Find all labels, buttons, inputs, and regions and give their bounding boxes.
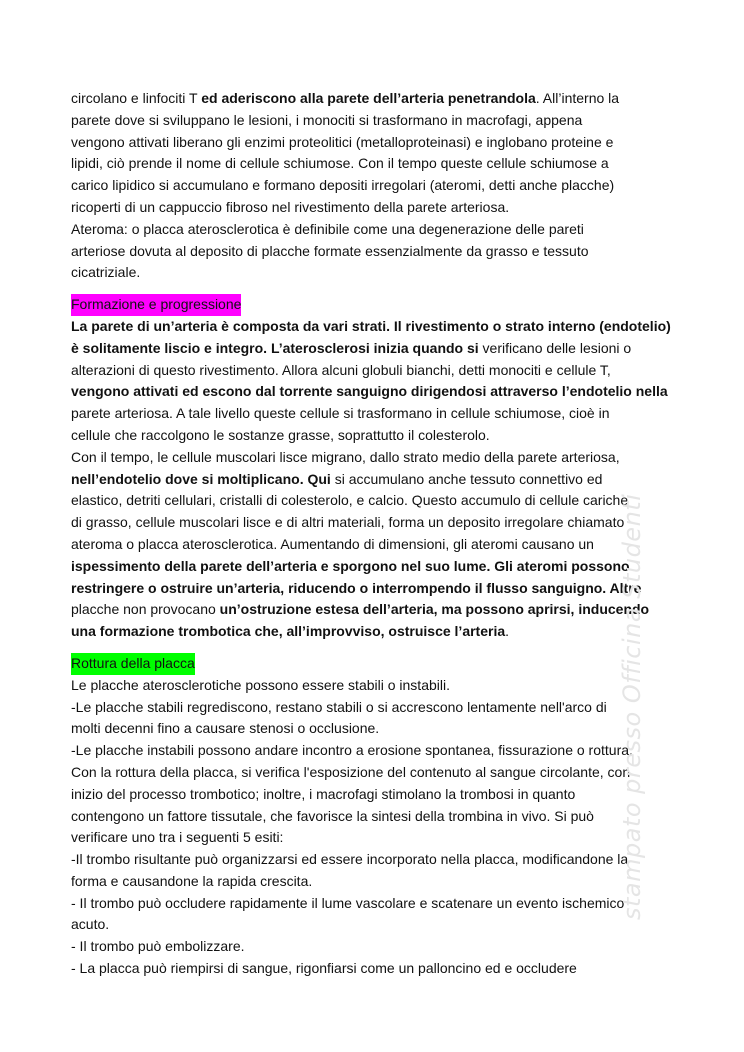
text-line: Ateroma: o placca aterosclerotica è definibile come una degenerazione delle pareti <box>71 220 584 237</box>
text-line: ricoperti di un cappuccio fibroso nel rivestimento della parete arteriosa. <box>71 198 510 215</box>
text-line: arteriose dovuta al deposito di placche formate essenzialmente da grasso e tessuto <box>71 242 589 259</box>
text-line: - La placca può riempirsi di sangue, rigonfiarsi come un palloncino ed e occludere <box>71 960 577 977</box>
text-line: contengono un fattore tissutale, che favorisce la sintesi della trombina in vivo. Si può <box>71 807 594 824</box>
text-line: forma e causandone la rapida crescita. <box>71 872 313 889</box>
text-line: lipidi, ciò prende il nome di cellule schiumose. Con il tempo queste cellule schiumose a <box>71 155 609 172</box>
text-line: una formazione trombotica che, all’improvviso, ostruisce l’arteria. <box>71 623 510 640</box>
text-line: circolano e linfociti T ed aderiscono alla parete dell’arteria penetrandola. All’interno la <box>71 90 620 106</box>
section-heading-rottura: Rottura della placca <box>71 653 195 675</box>
text-line: Le placche aterosclerotiche possono essere stabili o instabili. <box>71 676 450 693</box>
text-line: vengono attivati ed escono dal torrente sanguigno dirigendosi attraverso l’endotelio nella <box>71 383 668 400</box>
text-line: cicatriziale. <box>71 264 141 281</box>
paragraph-intro <box>71 88 691 284</box>
text-line: -Le placche instabili possono andare incontro a erosione spontanea, fissurazione o rottura. <box>71 742 633 759</box>
text-line: nell’endotelio dove si moltiplicano. Qui si accumulano anche tessuto connettivo ed <box>71 470 603 487</box>
text-line: parete arteriosa. A tale livello queste cellule si trasformano in cellule schiumose, cioè in <box>71 405 610 422</box>
text-line: Con il tempo, le cellule muscolari lisce migrano, dallo strato medio della parete arteriosa, <box>71 448 620 465</box>
text-line: ateroma o placca aterosclerotica. Aumentando di dimensioni, gli ateromi causano un <box>71 535 594 552</box>
bold-text: ed aderiscono alla parete dell’arteria penetrandola <box>201 90 536 106</box>
text-line: - Il trombo può occludere rapidamente il lume vascolare e scatenare un evento ischemico <box>71 894 625 911</box>
text-line: di grasso, cellule muscolari lisce e di altri materiali, forma un deposito irregolare chiamato <box>71 514 625 531</box>
text-line: inizio del processo trombotico; inoltre, i macrofagi stimolano la trombosi in quanto <box>71 785 576 802</box>
text-line: -Il trombo risultante può organizzarsi ed essere incorporato nella placca, modificandone la <box>71 851 629 868</box>
text-line: cellule che raccolgono le sostanze grasse, soprattutto il colesterolo. <box>71 426 490 443</box>
text-line: parete dove si sviluppano le lesioni, i monociti si trasformano in macrofagi, appena <box>71 111 583 128</box>
watermark: stampato presso Officina Studenti <box>618 493 646 920</box>
text-line: Con la rottura della placca, si verifica l'esposizione del contenuto al sangue circolante, con <box>71 763 631 780</box>
text-line: La parete di un’arteria è composta da vari strati. Il rivestimento o strato interno (endotelio) <box>71 317 671 334</box>
paragraph-formazione <box>71 316 691 643</box>
text-line: carico lipidico si accumulano e formano depositi irregolari (ateromi, detti anche placche) <box>71 177 615 194</box>
text-line: -Le placche stabili regrediscono, restano stabili o si accrescono lentamente nell'arco di <box>71 698 607 715</box>
text-line: placche non provocano un’ostruzione estesa dell’arteria, ma possono aprirsi, inducendo <box>71 601 650 618</box>
text-line: - Il trombo può embolizzare. <box>71 938 245 955</box>
paragraph-rottura <box>71 675 691 980</box>
text-line: acuto. <box>71 916 110 933</box>
text-line: ispessimento della parete dell’arteria e sporgono nel suo lume. Gli ateromi possono <box>71 557 630 574</box>
text-line: alterazioni di questo rivestimento. Allora alcuni globuli bianchi, detti monociti e cellule T, <box>71 361 611 378</box>
section-heading-formazione: Formazione e progressione <box>71 294 241 316</box>
text-line: vengono attivati liberano gli enzimi proteolitici (metalloproteinasi) e inglobano proteine e <box>71 133 614 150</box>
text-line: è solitamente liscio e integro. L’aterosclerosi inizia quando si verificano delle lesioni o <box>71 339 632 356</box>
document-page <box>71 88 691 980</box>
text-line: elastico, detriti cellulari, cristalli di colesterolo, e calcio. Questo accumulo di cellule cariche <box>71 492 629 509</box>
text-line: molti decenni fino a causare stenosi o occlusione. <box>71 720 380 737</box>
text-line: restringere o ostruire un’arteria, riducendo o interrompendo il flusso sanguigno. Altre <box>71 579 642 596</box>
text-line: verificare uno tra i seguenti 5 esiti: <box>71 829 284 846</box>
